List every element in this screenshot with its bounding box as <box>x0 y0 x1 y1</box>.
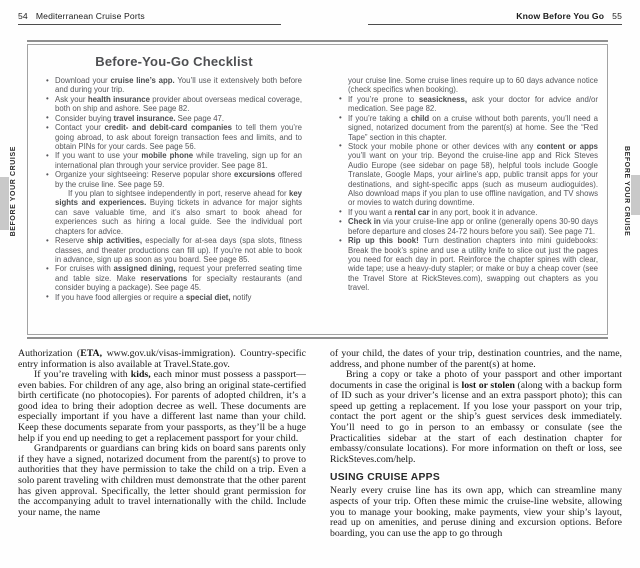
body-column-right <box>330 349 622 539</box>
body-column-left <box>18 349 306 518</box>
book-title: Mediterranean Cruise Ports <box>35 11 145 21</box>
checklist-box <box>27 40 608 339</box>
chapter-tab-left <box>0 177 9 230</box>
paragraph: Authorization (ETA, www.gov.uk/visas-immigration). Country-specific entry information is also available at Travel.State.gov. <box>18 348 306 370</box>
checklist-item: • Download your cruise line’s app. You’ll use it extensively both before and during your trip. <box>45 76 302 95</box>
page-number-left: 54 <box>18 11 28 21</box>
checklist-item: • If you have food allergies or require a special diet, notify <box>45 293 302 302</box>
checklist-item-continuation: your cruise line. Some cruise lines require up to 60 days advance notice (check specifics when booking). <box>348 76 598 95</box>
checklist-item: • For cruises with assigned dining, request your preferred seating time and table size. Make reservations for specialty restaurants (and consider buying a package). See page 45. <box>45 264 302 292</box>
checklist-item: • If you’re prone to seasickness, ask your doctor for advice and/or medication. See page 82. <box>338 95 598 114</box>
paragraph: Grandparents or guardians can bring kids on board sans parents only if they have a signed, notarized document from the parent(s) to prove to authorities that they have permission to take the child on a trip. Even a solo parent traveling with children must demonstrate that the other parent has given approval. Specifically, the letter should grant permission for the accompanying adult to travel internationally with the child. Include your name, the name <box>18 443 306 518</box>
chapter-tab-label-right: BEFORE YOUR CRUISE <box>623 146 630 237</box>
running-head-right <box>516 11 622 21</box>
checklist-item: • Contact your credit- and debit-card companies to tell them you’re going abroad, to ask about foreign transaction fees and limits, and to obtain PINs for your cards. See page 56. <box>45 123 302 151</box>
header-rule-right <box>368 24 622 25</box>
chapter-tab-label-left: BEFORE YOUR CRUISE <box>10 146 17 237</box>
paragraph: of your child, the dates of your trip, destination countries, and the name, address, and phone number of the parent(s) at home. <box>330 348 622 370</box>
chapter-title: Know Before You Go <box>516 11 605 21</box>
checklist-item: • Stock your mobile phone or other devices with any content or apps you’ll want on your trip. Beyond the cruise-line app and Rick Steves Audio Europe (see sidebar on page 58), helpful tools include Google Translate, Google Maps, your airline’s app, public transit apps for your destinations, and sight-specific apps (such as museum audioguides). Also download maps if you plan to use offline navigation, and TV shows or movies to watch during downtime. <box>338 142 598 208</box>
chapter-tab-right <box>631 175 640 215</box>
section-heading: USING CRUISE APPS <box>330 472 440 484</box>
checklist-item: • If you’re taking a child on a cruise without both parents, you’ll need a signed, notarized document from the parent(s) at home. See the “Red Tape” section in this chapter. <box>338 114 598 142</box>
checklist-item: • If you want a rental car in any port, book it in advance. <box>338 208 598 217</box>
checklist-column-left <box>45 76 302 302</box>
paragraph: Bring a copy or take a photo of your passport and other important documents in case the original is lost or stolen (along with a backup form of ID such as your driver’s license and an extra passport photo); this can speed up getting a replacement. If you lose your passport on your trip, contact the port agent or the ship’s guest services desk immediately. You’ll need to go in person to an embassy or consulate (see the Practicalities sidebar at the start of each destination chapter for embassy/consulate locations). For more information on theft or loss, see RickSteves.com/help. <box>330 369 623 465</box>
header-rule-left <box>18 24 281 25</box>
checklist-item: • Reserve ship activities, especially for at-sea days (spa slots, fitness classes, and theater productions can fill up). If you’re not able to book in advance, sign up as soon as you board. See page 85. <box>45 236 302 264</box>
checklist-title: Before-You-Go Checklist <box>95 54 253 69</box>
paragraph: If you’re traveling with kids, each minor must possess a passport—even babies. For children of any age, also bring an original state-certified birth certificate (no photocopies). For parents of adopted children, it’s a good idea to bring their adoption decree as well. These documents are especially important if you have a different last name than your child. Keep these documents separate from your passports, as they’ll be a huge help if you end up needing to get a replacement passport for your child. <box>18 369 306 444</box>
checklist-box-inner <box>27 44 608 335</box>
checklist-item: • Rip up this book! Turn destination chapters into mini guidebooks: Break the book’s spine and use a utility knife to slice out just the pages you need for each day in port. Reinforce the chapter spines with clear, wide tape; use a heavy-duty stapler; or make or buy a cheap cover (see the Travel Store at RickSteves.com), swapping out chapters as you travel. <box>338 236 598 293</box>
checklist-item: • Ask your health insurance provider about overseas medical coverage, both on ship and ashore. See page 82. <box>45 95 302 114</box>
checklist-item: • Check in via your cruise-line app or online (generally opens 30-90 days before departure and closes 24-72 hours before you sail). See page 71. <box>338 217 598 236</box>
checklist-columns <box>28 76 607 302</box>
paragraph: Nearly every cruise line has its own app, which can streamline many aspects of your trip. Often these mimic the cruise-line website, allowing you to manage your booking, make payments, view your ship’s layout, read up on amenities, and peruse dining and excursion options. Before boarding, you can use the app to go through <box>330 485 622 539</box>
running-head-left <box>18 11 145 21</box>
checklist-item: • Consider buying travel insurance. See page 47. <box>45 114 302 123</box>
page-number-right: 55 <box>612 11 622 21</box>
checklist-item: • If you want to use your mobile phone while traveling, sign up for an international plan through your service provider. See page 81. <box>45 151 302 170</box>
checklist-column-right <box>338 76 598 302</box>
checklist-item-continuation: If you plan to sightsee independently in port, reserve ahead for key sights and experiences. Buying tickets in advance for major sights can save valuable time, and it’s also smart to book ahead for experiences such as hiring a local guide. See the individual port chapters for advice. <box>55 189 303 236</box>
checklist-item: • Organize your sightseeing: Reserve popular shore excursions offered by the cruise line. See page 59. <box>45 170 302 189</box>
